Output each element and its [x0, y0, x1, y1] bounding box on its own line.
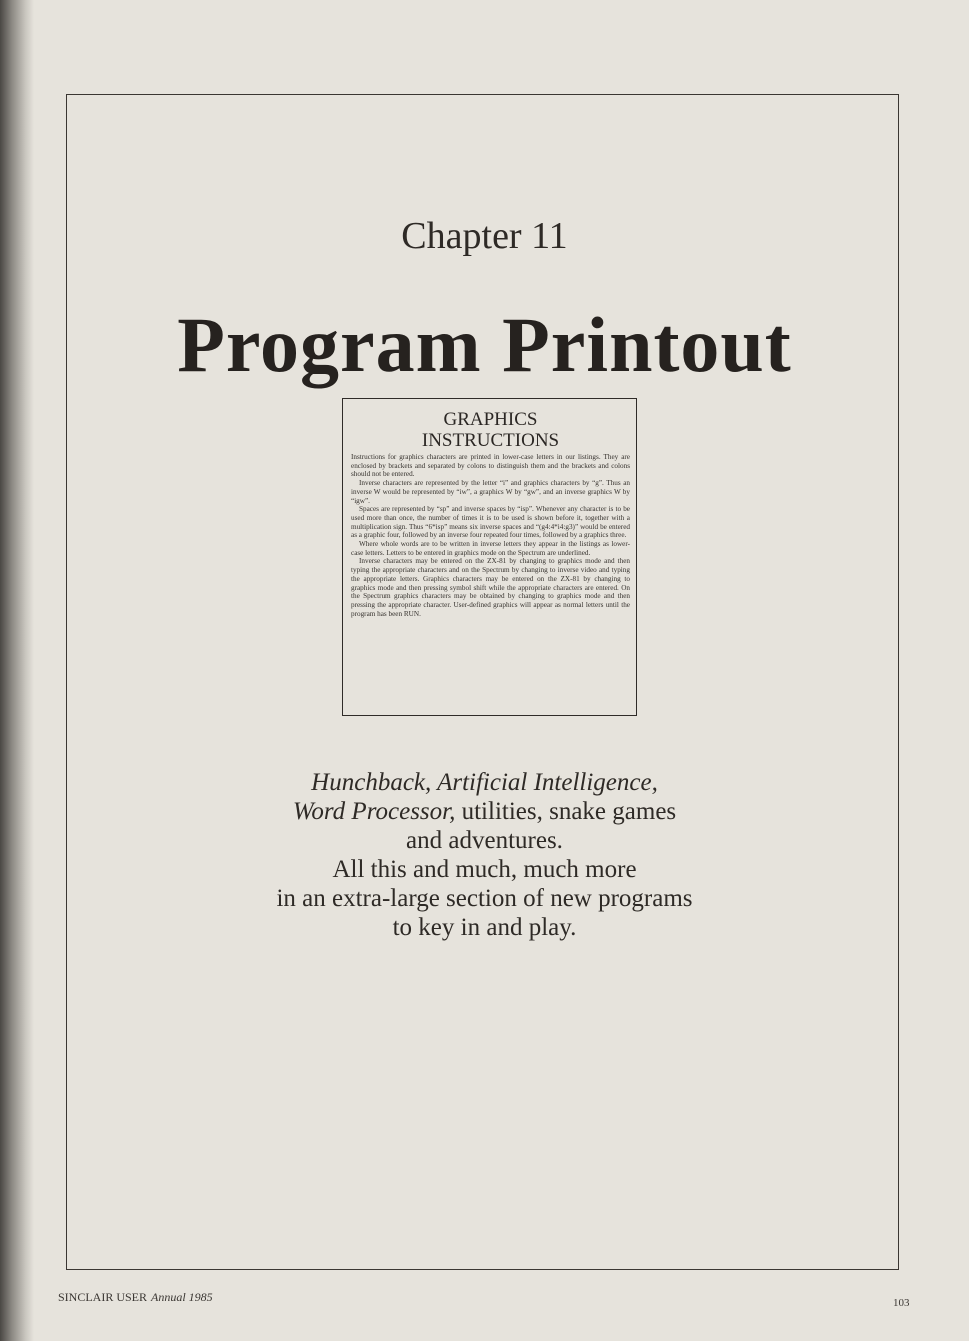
promo-line-4: All this and much, much more — [332, 856, 637, 883]
footer-publication — [58, 1290, 213, 1305]
instructions-paragraph: Spaces are represented by “sp” and inverse spaces by “isp”. Whenever any character is to be used more than once, the number of times it is to be used is shown before it, together with a multiplication sign. Thus “6*isp” means six inverse spaces and “(g4:4*i4:g3)” would be entered as a graphic four, followed by an inverse four repeated four times, followed by a graphics three. — [351, 505, 630, 540]
promo-line-2-italic: Word Processor, — [292, 798, 456, 825]
page-gutter-shadow — [0, 0, 34, 1341]
promo-line-1: Hunchback, Artificial Intelligence, — [311, 769, 658, 796]
graphics-instructions-heading — [351, 409, 630, 451]
footer-magazine-name: SINCLAIR USER — [58, 1290, 148, 1304]
promo-line-3: and adventures. — [406, 827, 563, 854]
chapter-title: Program Printout — [177, 301, 792, 388]
graphics-instructions-box — [342, 398, 637, 716]
promo-line-6: to key in and play. — [392, 914, 577, 941]
promo-line-5: in an extra-large section of new programs — [276, 885, 693, 912]
heading-line-1: GRAPHICS — [443, 409, 538, 430]
promo-line-2-rest: utilities, snake games — [455, 798, 677, 825]
instructions-paragraph: Instructions for graphics characters are printed in lower-case letters in our listings. They are enclosed by brackets and separated by colons to distinguish them and the brackets and colons should not be entered. — [351, 453, 630, 479]
chapter-promo-text — [0, 768, 969, 942]
instructions-paragraph: Where whole words are to be written in inverse letters they appear in the listings as lower-case letters. Letters to be entered in graphics mode on the Spectrum are underlined. — [351, 540, 630, 557]
heading-line-2: INSTRUCTIONS — [421, 430, 560, 451]
page-number: 103 — [893, 1297, 910, 1309]
chapter-label: Chapter 11 — [401, 215, 568, 257]
instructions-paragraph: Inverse characters may be entered on the ZX-81 by changing to graphics mode and then typing the appropriate characters and on the Spectrum by changing to inverse video and typing the appropriate letters. Graphics characters may be entered on the ZX-81 by changing to graphics mode and then pressing symbol shift while the appropriate characters are entered. On the Spectrum graphics characters may be obtained by changing to graphics mode and then pressing the appropriate character. User-defined graphics will appear as normal letters until the program has been RUN. — [351, 557, 630, 618]
instructions-paragraph: Inverse characters are represented by the letter “i” and graphics characters by “g”. Thus an inverse W would be represented by “iw”, a graphics W by “gw”, and an inverse graphics W by “igw”. — [351, 479, 630, 505]
footer-issue: Annual 1985 — [151, 1290, 213, 1304]
